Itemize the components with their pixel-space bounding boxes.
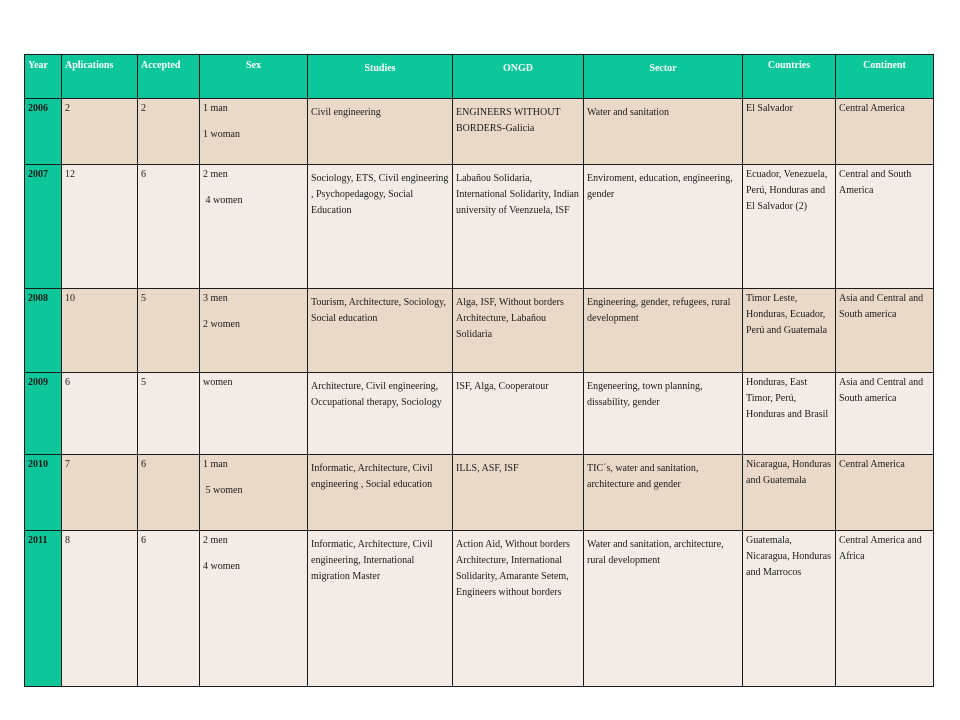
- sector-cell: Enviroment, education, engineering, gender: [584, 165, 743, 289]
- studies-cell: Sociology, ETS, Civil engineering , Psychopedagogy, Social Education: [308, 165, 453, 289]
- accepted-cell: 5: [138, 373, 200, 455]
- countries-cell: Honduras, East Timor, Perú, Honduras and Brasil: [743, 373, 836, 455]
- table-row: [25, 165, 934, 289]
- header-applications: Aplications: [62, 55, 138, 99]
- header-sector: Sector: [584, 55, 743, 99]
- applications-cell: 7: [62, 455, 138, 531]
- ongd-cell: ISF, Alga, Cooperatour: [453, 373, 584, 455]
- sex-line: 1 man: [203, 103, 228, 114]
- sex-line: 1 woman: [203, 129, 240, 140]
- ongd-cell: ILLS, ASF, ISF: [453, 455, 584, 531]
- accepted-cell: 6: [138, 531, 200, 687]
- sex-cell: [200, 165, 308, 289]
- continent-cell: Central and South America: [836, 165, 934, 289]
- studies-cell: Civil engineering: [308, 99, 453, 165]
- accepted-cell: 6: [138, 165, 200, 289]
- header-ongd: ONGD: [453, 55, 584, 99]
- table-row: [25, 99, 934, 165]
- sex-line: 2 women: [203, 319, 240, 330]
- sector-cell: Water and sanitation: [584, 99, 743, 165]
- volunteer-table: [24, 54, 934, 687]
- ongd-cell: ENGINEERS WITHOUT BORDERS-Galicia: [453, 99, 584, 165]
- header-continent: Continent: [836, 55, 934, 99]
- year-cell: 2007: [25, 165, 62, 289]
- countries-cell: Timor Leste, Honduras, Ecuador, Perú and Guatemala: [743, 289, 836, 373]
- year-cell: 2009: [25, 373, 62, 455]
- continent-cell: Asia and Central and South america: [836, 289, 934, 373]
- sector-cell: Water and sanitation, architecture, rural development: [584, 531, 743, 687]
- year-cell: 2008: [25, 289, 62, 373]
- accepted-cell: 6: [138, 455, 200, 531]
- sex-line: women: [203, 377, 233, 388]
- continent-cell: Central America and Africa: [836, 531, 934, 687]
- countries-cell: Ecuador, Venezuela, Perú, Honduras and El Salvador (2): [743, 165, 836, 289]
- header-countries: Countries: [743, 55, 836, 99]
- accepted-cell: 5: [138, 289, 200, 373]
- sector-cell: TIC´s, water and sanitation, architecture and gender: [584, 455, 743, 531]
- studies-cell: Informatic, Architecture, Civil engineering, International migration Master: [308, 531, 453, 687]
- countries-cell: El Salvador: [743, 99, 836, 165]
- header-sex: Sex: [200, 55, 308, 99]
- continent-cell: Asia and Central and South america: [836, 373, 934, 455]
- continent-cell: Central America: [836, 99, 934, 165]
- sex-line: 2 men: [203, 169, 228, 180]
- header-accepted: Accepted: [138, 55, 200, 99]
- table-row: [25, 455, 934, 531]
- applications-cell: 6: [62, 373, 138, 455]
- sex-line: 1 man: [203, 459, 228, 470]
- table-row: [25, 289, 934, 373]
- studies-cell: Tourism, Architecture, Sociology, Social education: [308, 289, 453, 373]
- applications-cell: 2: [62, 99, 138, 165]
- sex-line: 5 women: [203, 485, 243, 496]
- header-row: [25, 55, 934, 99]
- applications-cell: 10: [62, 289, 138, 373]
- sex-cell: [200, 531, 308, 687]
- countries-cell: Guatemala, Nicaragua, Honduras and Marrocos: [743, 531, 836, 687]
- table-row: [25, 531, 934, 687]
- year-cell: 2006: [25, 99, 62, 165]
- ongd-cell: Labañou Solidaria, International Solidarity, Indian university of Veenzuela, ISF: [453, 165, 584, 289]
- studies-cell: Architecture, Civil engineering, Occupational therapy, Sociology: [308, 373, 453, 455]
- sex-cell: [200, 289, 308, 373]
- ongd-cell: Alga, ISF, Without borders Architecture, Labañou Solidaria: [453, 289, 584, 373]
- countries-cell: Nicaragua, Honduras and Guatemala: [743, 455, 836, 531]
- sex-cell: [200, 455, 308, 531]
- accepted-cell: 2: [138, 99, 200, 165]
- ongd-cell: Action Aid, Without borders Architecture, International Solidarity, Amarante Setem, Engineers without borders: [453, 531, 584, 687]
- sex-line: 4 women: [203, 561, 240, 572]
- sex-line: 3 men: [203, 293, 228, 304]
- sex-cell: [200, 373, 308, 455]
- applications-cell: 8: [62, 531, 138, 687]
- studies-cell: Informatic, Architecture, Civil engineering , Social education: [308, 455, 453, 531]
- year-cell: 2010: [25, 455, 62, 531]
- sector-cell: Engeneering, town planning, dissability, gender: [584, 373, 743, 455]
- sector-cell: Engineering, gender, refugees, rural development: [584, 289, 743, 373]
- applications-cell: 12: [62, 165, 138, 289]
- sex-cell: [200, 99, 308, 165]
- year-cell: 2011: [25, 531, 62, 687]
- continent-cell: Central America: [836, 455, 934, 531]
- sex-line: 4 women: [203, 195, 243, 206]
- table-row: [25, 373, 934, 455]
- sex-line: 2 men: [203, 535, 228, 546]
- header-studies: Studies: [308, 55, 453, 99]
- header-year: Year: [25, 55, 62, 99]
